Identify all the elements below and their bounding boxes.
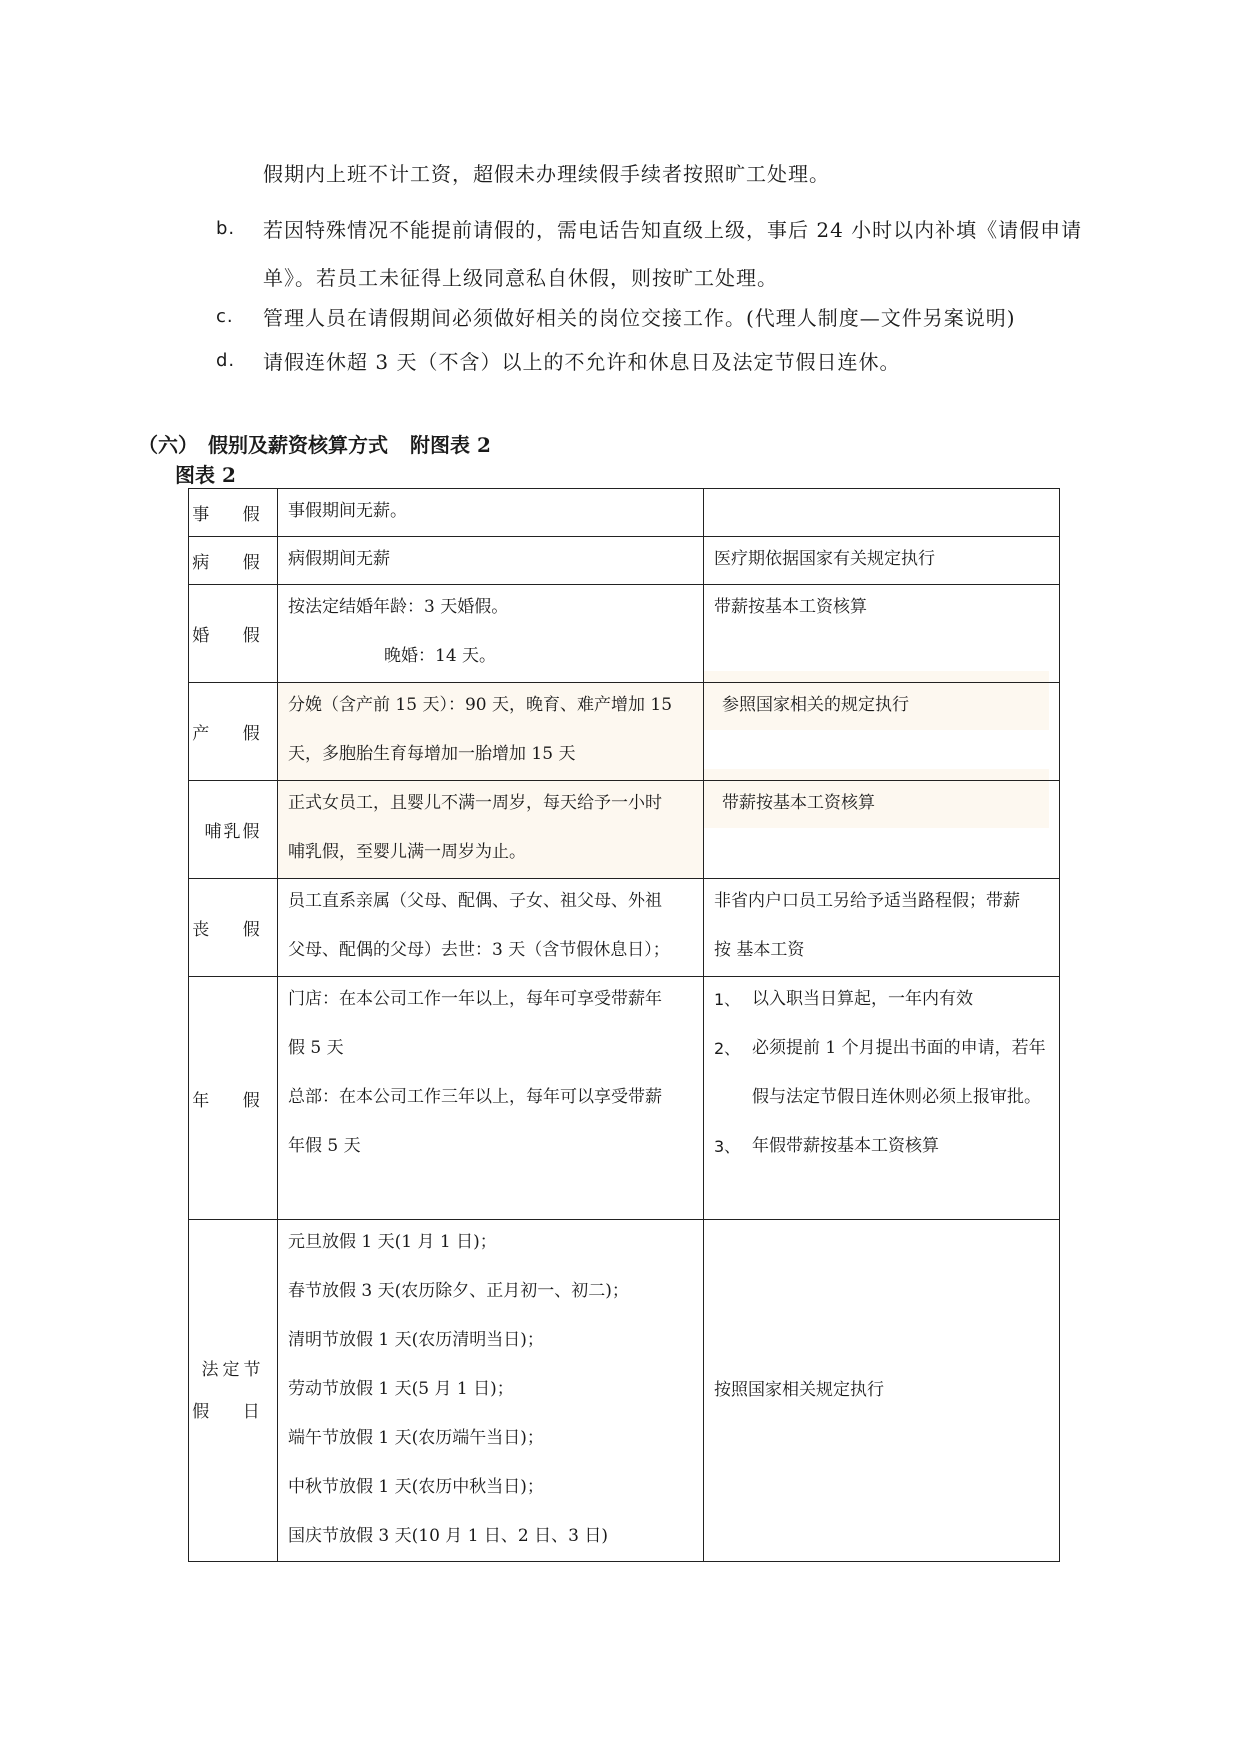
content-line: 门店：在本公司工作一年以上，每年可享受带薪年: [288, 989, 662, 1009]
leave-type: 产 假: [189, 683, 278, 781]
content-line: 分娩（含产前 15 天）：90 天，晚育、难产增加 15: [288, 695, 673, 715]
note-numbered-item: [714, 1122, 1049, 1171]
content-line: 年假 5 天: [288, 1136, 361, 1156]
content-line: 哺乳假，至婴儿满一周岁为止。: [288, 842, 526, 862]
item-text: 年假带薪按基本工资核算: [752, 1136, 939, 1156]
note-line: 按照国家相关规定执行: [714, 1380, 884, 1400]
leave-content: [278, 585, 704, 683]
content-line: 元旦放假 1 天(1 月 1 日)；: [288, 1232, 497, 1252]
leave-note: [704, 683, 1060, 781]
leave-note: [704, 585, 1060, 683]
leave-type: [189, 1220, 278, 1562]
content-line: 天，多胞胎生育每增加一胎增加 15 天: [288, 744, 576, 764]
leave-content: [278, 1220, 704, 1562]
figure-label: 图表 2: [175, 463, 236, 487]
section-number: （六）: [138, 433, 198, 457]
list-text-line: 请假连休超 3 天（不含）以上的不允许和休息日及法定节假日连休。: [263, 350, 901, 374]
item-number: 3、: [714, 1137, 741, 1156]
list-marker: c.: [216, 306, 234, 327]
list-text-line: 单》。若员工未征得上级同意私自休假，则按旷工处理。: [263, 266, 778, 290]
item-number: 2、: [714, 1039, 741, 1058]
content-line: 假 5 天: [288, 1038, 344, 1058]
table-row: [189, 879, 1060, 977]
note-line: 非省内户口员工另给予适当路程假；带薪: [714, 891, 1020, 911]
leave-content: [278, 781, 704, 879]
leave-content: [278, 683, 704, 781]
note-line: 医疗期依据国家有关规定执行: [714, 549, 935, 569]
note-numbered-item: [714, 1024, 1049, 1122]
list-marker: b.: [216, 218, 236, 239]
content-line: 按法定结婚年龄：3 天婚假。: [288, 597, 509, 617]
leave-note: [704, 977, 1060, 1220]
content-line: 端午节放假 1 天(农历端午当日)；: [288, 1428, 544, 1448]
note-line: 参照国家相关的规定执行: [722, 695, 909, 715]
leave-note: [704, 1220, 1060, 1562]
table-row: [189, 977, 1060, 1220]
note-line: 按 基本工资: [714, 940, 805, 960]
content-line: 国庆节放假 3 天(10 月 1 日、2 日、3 日): [288, 1526, 608, 1546]
item-number: 1、: [714, 990, 741, 1009]
leave-type: 事 假: [189, 489, 278, 537]
table-row: [189, 781, 1060, 879]
leave-note: [704, 781, 1060, 879]
list-text: [263, 206, 1082, 302]
list-marker: d.: [216, 350, 236, 371]
item-text: 以入职当日算起，一年内有效: [752, 989, 973, 1009]
leave-type-line: 法定节: [201, 1359, 265, 1380]
list-text: [263, 294, 1016, 342]
content-line: 清明节放假 1 天(农历清明当日)；: [288, 1330, 544, 1350]
table-row: [189, 683, 1060, 781]
leave-type: 婚 假: [189, 585, 278, 683]
leave-type: 哺乳假: [189, 781, 278, 879]
note-line: 带薪按基本工资核算: [714, 597, 867, 617]
leave-content: [278, 879, 704, 977]
leave-type: 病 假: [189, 537, 278, 585]
content-line: 中秋节放假 1 天(农历中秋当日)；: [288, 1477, 544, 1497]
list-text-line: 若因特殊情况不能提前请假的，需电话告知直级上级，事后 24 小时以内补填《请假申请: [263, 218, 1083, 242]
table-row: [189, 585, 1060, 683]
list-text: [263, 338, 900, 386]
content-line: 事假期间无薪。: [288, 501, 407, 521]
section-ref: 附图表 2: [410, 433, 491, 457]
note-line: 带薪按基本工资核算: [722, 793, 875, 813]
content-line: 劳动节放假 1 天(5 月 1 日)；: [288, 1379, 514, 1399]
content-line: 春节放假 3 天(农历除夕、正月初一、初二)；: [288, 1281, 629, 1301]
content-line: 正式女员工，且婴儿不满一周岁，每天给予一小时: [288, 793, 662, 813]
content-line: 总部：在本公司工作三年以上，每年可以享受带薪: [288, 1087, 662, 1107]
content-line: 员工直系亲属（父母、配偶、子女、祖父母、外祖: [288, 891, 662, 911]
list-text-line: 管理人员在请假期间必须做好相关的岗位交接工作。(代理人制度—文件另案说明): [263, 306, 1016, 330]
leave-content: [278, 977, 704, 1220]
table-row: [189, 1220, 1060, 1562]
section-title: 假别及薪资核算方式: [208, 433, 388, 457]
content-line: 病假期间无薪: [288, 549, 390, 569]
leave-type: 年 假: [189, 977, 278, 1220]
item-text: 必须提前 1 个月提出书面的申请，若年假与法定节假日连休则必须上报审批。: [752, 1038, 1046, 1107]
content-line: 晚婚：14 天。: [384, 646, 497, 666]
leave-table: [188, 488, 1060, 1562]
section-heading: [138, 429, 491, 458]
leave-type-line: 假 日: [192, 1401, 274, 1422]
content-line: 父母、配偶的父母）去世：3 天（含节假休息日）；: [288, 940, 670, 960]
leave-type: 丧 假: [189, 879, 278, 977]
note-numbered-item: [714, 975, 1049, 1024]
leave-note: [704, 879, 1060, 977]
continuation-line: 假期内上班不计工资，超假未办理续假手续者按照旷工处理。: [263, 162, 830, 186]
